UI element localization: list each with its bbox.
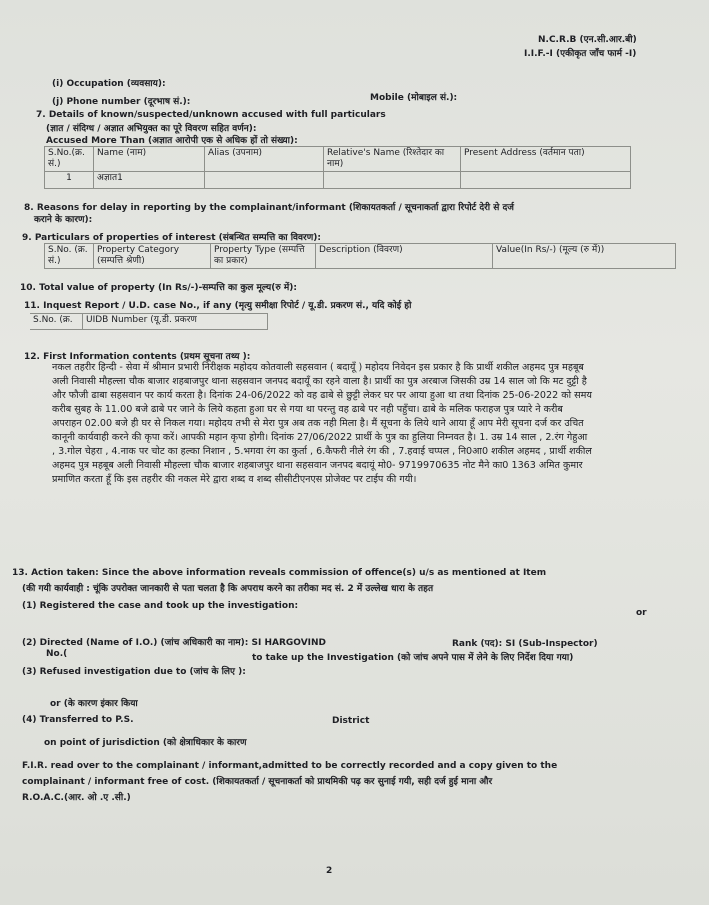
directed-io-label: (2) Directed (Name of I.O.) (जांच अधिकारी का नाम): SI HARGOVIND (22, 638, 327, 648)
table-header: Name (नाम) (94, 147, 205, 172)
total-value-label: 10. Total value of property (In Rs/-)-सम्पत्ति का कुल मूल्य(रु में): (20, 283, 297, 293)
table-header: Property Type (सम्पत्ति का प्रकार) (211, 244, 316, 269)
phone-label: (j) Phone number (दूरभाष सं.): (52, 97, 191, 107)
refused-reason-label: or (के कारण इंकार किया (50, 699, 138, 709)
table-cell (324, 172, 461, 189)
delay-reason-line1: 8. Reasons for delay in reporting by the complainant/informant (शिकायतकर्ता / सूचनाकर्ता द्वारा रिपोर्ट देरी से दर्ज (24, 203, 514, 213)
table-cell (205, 172, 324, 189)
header-ncrb: N.C.R.B (एन.सी.आर.बी) (538, 35, 637, 45)
properties-title: 9. Particulars of properties of interest (संबन्धित सम्पत्ति का विवरण): (22, 233, 321, 243)
table-header: S.No. (क्र. सं.) (45, 244, 94, 269)
header-iif: I.I.F.-I (एकीकृत जाँच फार्म -I) (524, 49, 637, 59)
district-label: District (332, 716, 370, 726)
properties-table (44, 243, 676, 269)
table-header: Description (विवरण) (316, 244, 493, 269)
jurisdiction-label: on point of jurisdiction (को क्षेत्राधिकार के कारण (44, 738, 247, 748)
table-header: Value(In Rs/-) (मूल्य (रु में)) (493, 244, 676, 269)
accused-title: 7. Details of known/suspected/unknown accused with full particulars (36, 110, 386, 120)
refused-investigation-label: (3) Refused investigation due to (जांच के लिए ): (22, 667, 246, 677)
table-header-row (30, 314, 268, 330)
table-header: S.No.(क्र. सं.) (45, 147, 94, 172)
inquest-title: 11. Inquest Report / U.D. case No., if any (मृत्यु समीक्षा रिपोर्ट / यू.डी. प्रकरण सं., यदि कोई हो (24, 301, 412, 311)
table-header: S.No. (क्र. (30, 314, 83, 330)
delay-reason-line2: कराने के कारण): (34, 215, 93, 225)
occupation-label: (i) Occupation (व्यवसाय): (52, 79, 166, 89)
or-label: or (636, 608, 647, 618)
roac-line2: complainant / informant free of cost. (शिकायतकर्ता / सूचनाकर्ता को प्राथमिकी पढ़ कर सुनाई गयी, सही दर्ज हुई माना और (22, 777, 493, 787)
accused-title-hi: (ज्ञात / संदिग्ध / अज्ञात अभियुक्त का पूरे विवरण सहित वर्णन): (46, 124, 257, 134)
table-header: Property Category (सम्पत्ति श्रेणी) (94, 244, 211, 269)
table-header-row (45, 147, 631, 172)
table-header-row (45, 244, 676, 269)
table-cell: 1 (45, 172, 94, 189)
action-taken-line1: 13. Action taken: Since the above information reveals commission of offence(s) u/s as mentioned at Item (12, 568, 547, 578)
table-header: Present Address (वर्तमान पता) (461, 147, 631, 172)
accused-table (44, 146, 631, 189)
rank-label: Rank (पद): SI (Sub-Inspector) (452, 639, 598, 649)
table-header: Alias (उपनाम) (205, 147, 324, 172)
accused-more: Accused More Than (अज्ञात आरोपी एक से अधिक हों तो संख्या): (46, 136, 298, 146)
registered-case-label: (1) Registered the case and took up the investigation: (22, 601, 299, 611)
roac-line3: R.O.A.C.(आर. ओ .ए .सी.) (22, 793, 131, 803)
transferred-ps-label: (4) Transferred to P.S. (22, 715, 134, 725)
io-number-label: No.( (46, 649, 68, 659)
table-header: UIDB Number (यू.डी. प्रकरण (83, 314, 268, 330)
mobile-label: Mobile (मोबाइल सं.): (370, 93, 458, 103)
action-taken-line2: (की गयी कार्यवाही : चूंकि उपरोक्त जानकारी से पता चलता है कि अपराध करने का तरीका मद सं. 2 में उल्लेख धारा के तहत (22, 584, 434, 594)
inquest-table (30, 313, 268, 330)
fir-contents-body: नकल तहरीर हिन्दी - सेवा में श्रीमान प्रभारी निरीक्षक महोदय कोतवाली सहसवान ( बदायूँ ) महोदय निवेदन इस प्रकार है कि प्रार्थी शकील अहमद पुत्र महबूब अली निवासी मौहल्ला चौक बाजार शहबाजपुर थाना सहसवान जनपद बदायूँ का रहने वाला है। प्रार्थी का पुत्र अरबाज जिसकी उम्र 14 साल जो कि मट दुट्टी है और फौजी ढाबा सहसवान पर कार्य करता है। दिनांक 24-06/2022 को वह ढाबे से छुट्टी लेकर घर पर आया हुआ था तथा दिनांक 25-06-2022 को समय करीब सुबह के 11.00 बजे ढाबे पर जाने के लिये कहता हुआ घर से गया था परन्तु वह ढाबे पर नही पहुँचा। ढाबे के मलिक फराहज पुत्र प्यारे ने करीब अपराहन 02.00 बजे ही घर से निकल गया। महोदय तभी से मेरा पुत्र अब तक नही मिला है। मैं सूचना के लिये थाने आया हूँ आप मेरी सूचना दर्ज कर उचित कानूनी कार्यवाही करने की कृपा करें। आपकी महान कृपा होगी। दिनांक 27/06/2022 प्रार्थी के पुत्र का हुलिया निम्नवत है। 1. उम्र 14 साल , 2.रंग गेहुआ , 3.गोल चेहरा , 4.नाक पर चोट का हल्का निशान , 5.भगवा रंग का कुर्ता , 6.कैफरी नीले रंग की , 7.हवाई चप्पल , नि0आ0 शकील अहमद , प्रार्थी शकील अहमद पुत्र महबूब अली निवासी मौहल्ला चौक बाजार शहबाजपुर थाना सहसवान जनपद बदायूं मो0- 9719970635 नोट मैने का0 1363 अमित कुमार प्रमाणित करता हूँ कि इस तहरीर की नकल मेरे द्वारा शब्द व शब्द सीसीटीएनएस प्रोजेक्ट पर टाईप की गयी। (52, 362, 592, 485)
take-up-investigation-label: to take up the Investigation (को जांच अपने पास में लेने के लिए निर्देश दिया गया) (252, 653, 574, 663)
page-number: 2 (326, 866, 333, 876)
fir-contents-title: 12. First Information contents (प्रथम सूचना तथ्य ): (24, 352, 251, 362)
table-header: Relative's Name (रिश्तेदार का नाम) (324, 147, 461, 172)
roac-line1: F.I.R. read over to the complainant / informant,admitted to be correctly recorded and a copy given to the (22, 761, 558, 771)
table-row (45, 172, 631, 189)
table-cell (461, 172, 631, 189)
table-cell: अज्ञात1 (94, 172, 205, 189)
